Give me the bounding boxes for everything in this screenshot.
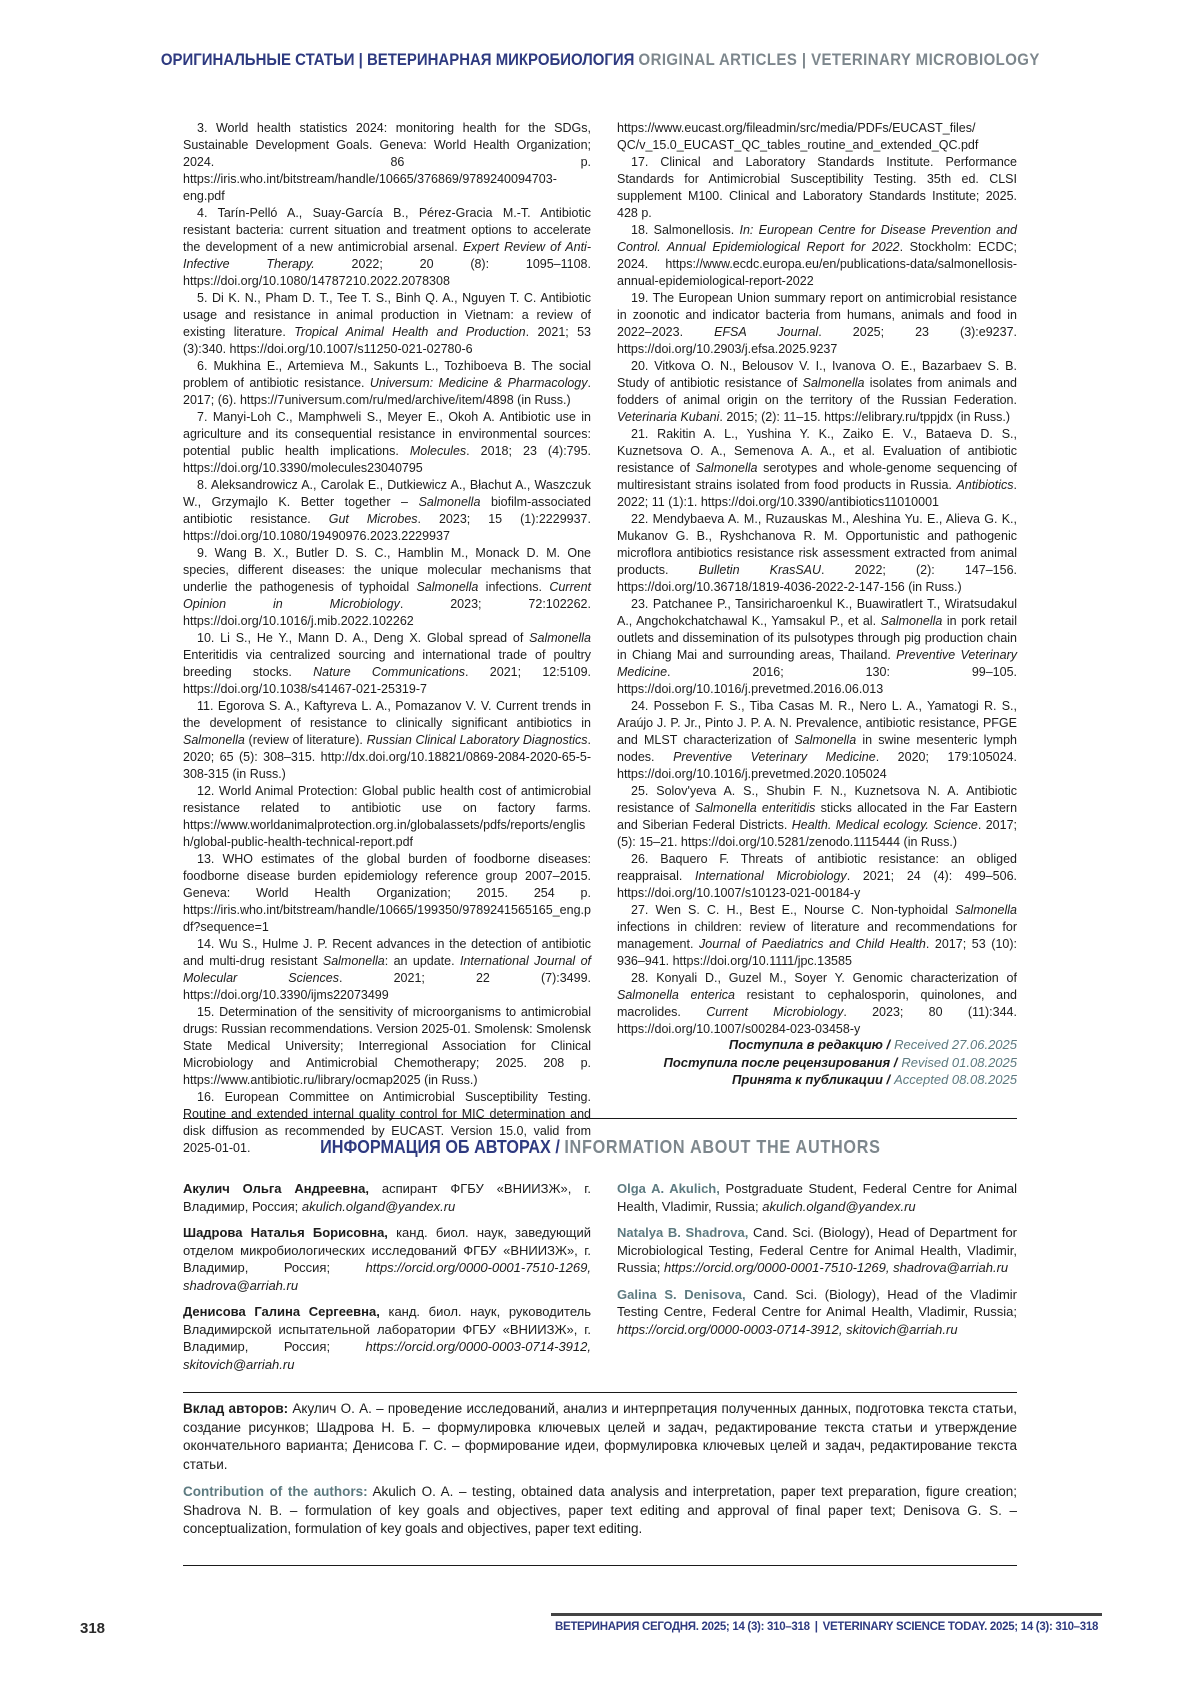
footer-citation-separator: | [814,1621,818,1633]
authors-title-en: INFORMATION ABOUT THE AUTHORS [563,1137,881,1157]
authors-section-title [0,1136,1200,1158]
reference-item: 24. Possebon F. S., Tiba Casas M. R., Nero L. A., Yamatogi R. S., Araújo J. P. Jr., Pinto J. P. A. N. Prevalence, antibiotic resistance, PFGE and MLST characterization of Salmonella in swine mesenteric lymph nodes. Preventive Veterinary Medicine. 2020; 179:105024. https://doi.org/10.1016/j.prevetmed.2020.105024 [617,699,1017,781]
running-head [0,50,1200,70]
received-dates [183,1036,1017,1089]
references-left [183,120,591,1157]
footer-citation-ru: ВЕТЕРИНАРИЯ СЕГОДНЯ. 2025; 14 (3): 310–318 [554,1621,810,1633]
date-accepted-en: Accepted 08.08.2025 [894,1072,1017,1087]
footer-citation-en: VETERINARY SCIENCE TODAY. 2025; 14 (3): 310–318 [822,1621,1099,1633]
contribution-en-text: Akulich O. A. – testing, obtained data analysis and interpretation, paper text preparation, figure creation; Shadrova N. B. – formulation of key goals and objectives, paper text editing and approval of final paper text; Denisova G. S. – conceptualization, formulation of key goals and objectives, paper text editing. [183,1484,1018,1536]
divider-below-contribution [183,1565,1017,1566]
author-details: Cand. Sci. (Biology), Head of Department for Microbiological Testing, Federal Centre for Animal Health, Vladimir, Russia; https://orcid.org/0000-0001-7510-1269, shadrova@arriah.ru [617,1225,1018,1275]
date-accepted [183,1071,1017,1089]
reference-item: 14. Wu S., Hulme J. P. Recent advances in the detection of antibiotic and multi-drug resistant Salmonella: an update. International Journal of Molecular Sciences. 2021; 22 (7):3499. https://doi.org/10.3390/ijms22073499 [183,937,591,1002]
date-received-ru: Поступила в редакцию / [728,1037,891,1052]
reference-item: 5. Di K. N., Pham D. T., Tee T. S., Binh Q. A., Nguyen T. C. Antibiotic usage and resistance in animal production in Vietnam: a review of existing literature. Tropical Animal Health and Production. 2021; 53 (3):340. https://doi.org/10.1007/s11250-021-02780-6 [183,291,592,356]
author-name: Акулич Ольга Андреевна, [183,1181,369,1196]
reference-item: 11. Egorova S. A., Kaftyreva L. A., Pomazanov V. V. Current trends in the development of resistance to clinically significant antibiotics in Salmonella (review of literature). Russian Clinical Laboratory Diagnostics. 2020; 65 (5): 308–315. http://dx.doi.org/10.18821/0869-2084-2020-65-5-308-315 (in Russ.) [183,699,591,781]
reference-item: 17. Clinical and Laboratory Standards Institute. Performance Standards for Antimicrobial Susceptibility Testing. 35th ed. CLSI supplement M100. Clinical and Laboratory Standards Institute; 2025. 428 p. [617,155,1017,220]
reference-item: 21. Rakitin A. L., Yushina Y. K., Zaiko E. V., Bataeva D. S., Kuznetsova O. A., Semenova A. A., et al. Evaluation of antibiotic resistance of Salmonella serotypes and whole-genome sequencing of multiresistant strains isolated from food products in Russia. Antibiotics. 2022; 11 (1):1. https://doi.org/10.3390/antibiotics11010001 [617,427,1017,509]
reference-item: 9. Wang B. X., Butler D. S. C., Hamblin M., Monack D. M. One species, different diseases: the unique molecular mechanisms that underlie the pathogenesis of typhoidal Salmonella infections. Current Opinion in Microbiology. 2023; 72:102262. https://doi.org/10.1016/j.mib.2022.102262 [183,546,591,628]
authors-section-title-text [320,1136,881,1158]
authors-column-en [617,1180,1017,1382]
author-name: Денисова Галина Сергеевна, [183,1304,380,1319]
author-entry-ru-shadrova [183,1224,591,1294]
reference-item: 15. Determination of the sensitivity of microorganisms to antimicrobial drugs: Russian recommendations. Version 2025-01. Smolensk: Smolensk State Medical University; Interregional Association for Clinical Microbiology and Antimicrobial Chemotherapy; 2025. 208 p. https://www.antibiotic.ru/library/ocmap2025 (in Russ.) [183,1005,591,1087]
date-received-en: Received 27.06.2025 [894,1037,1017,1052]
contribution-ru [183,1400,1017,1474]
running-head-text [161,50,1040,70]
author-entry-ru-denisova [183,1303,591,1373]
date-accepted-ru: Принята к публикации / [732,1072,891,1087]
reference-item: 20. Vitkova O. N., Belousov V. I., Ivanova O. E., Bazarbaev S. B. Study of antibiotic resistance of Salmonella isolates from animals and fodders of animal origin on the territory of the Russian Federation. Veterinaria Kubani. 2015; (2): 11–15. https://elibrary.ru/tppjdx (in Russ.) [617,359,1018,424]
author-entry-en-akulich [617,1180,1017,1215]
footer-rule [551,1613,1102,1616]
footer-citation-text [551,1621,1102,1633]
reference-item: 26. Baquero F. Threats of antibiotic resistance: an obliged reappraisal. International Microbiology. 2021; 24 (4): 499–506. https://doi.org/10.1007/s10123-021-00184-y [617,852,1017,900]
running-head-en: ORIGINAL ARTICLES | VETERINARY MICROBIOLOGY [638,50,1040,69]
author-details: аспирант ФГБУ «ВНИИЗЖ», г. Владимир, Россия; akulich.olgand@yandex.ru [183,1181,591,1214]
author-entry-en-denisova [617,1286,1017,1339]
reference-item: 7. Manyi-Loh C., Mamphweli S., Meyer E., Okoh A. Antibiotic use in agriculture and its consequential resistance in environmental sources: potential public health implications. Molecules. 2018; 23 (4):795. https://doi.org/10.3390/molecules23040795 [183,410,592,475]
authors-columns [183,1180,1017,1382]
author-name: Olga A. Akulich, [617,1181,720,1196]
author-name: Natalya B. Shadrova, [617,1225,749,1240]
date-revised-ru: Поступила после рецензирования / [663,1054,898,1070]
authors-column-ru [183,1180,591,1382]
reference-item: 3. World health statistics 2024: monitoring health for the SDGs, Sustainable Development Goals. Geneva: World Health Organization; 2024. 86 p. https://iris.who.int/bitstream/handle/10665/376869/9789240094703-eng.pdf [183,121,591,203]
contribution-ru-label: Вклад авторов: [183,1401,289,1416]
date-received [183,1036,1017,1054]
date-revised [183,1054,1017,1072]
authors-title-ru: ИНФОРМАЦИЯ ОБ АВТОРАХ / [319,1137,564,1157]
reference-item: 28. Konyali D., Guzel M., Soyer Y. Genomic characterization of Salmonella enterica resistant to cephalosporin, quinolones, and macrolides. Current Microbiology. 2023; 80 (11):344. https://doi.org/10.1007/s00284-023-03458-y [617,971,1017,1036]
reference-item: 27. Wen S. C. H., Best E., Nourse C. Non-typhoidal Salmonella infections in children: review of literature and recommendations for management. Journal of Paediatrics and Child Health. 2017; 53 (10): 936–941. https://doi.org/10.1111/jpc.13585 [617,903,1017,968]
reference-item: 12. World Animal Protection: Global public health cost of antimicrobial resistance related to antibiotic use on factory farms. https://www.worldanimalprotection.org.in/globalassets/pdfs/reports/english/global-public-health-technical-report.pdf [183,784,591,849]
author-entry-en-shadrova [617,1224,1017,1277]
running-head-ru: ОРИГИНАЛЬНЫЕ СТАТЬИ | ВЕТЕРИНАРНАЯ МИКРОБИОЛОГИЯ [160,50,639,69]
reference-item: 4. Tarín-Pelló A., Suay-García B., Pérez-Gracia M.-T. Antibiotic resistant bacteria: current situation and treatment options to accelerate the development of a new antimicrobial arsenal. Expert Review of Anti-Infective Therapy. 2022; 20 (8): 1095–1108. https://doi.org/10.1080/14787210.2022.2078308 [183,206,591,288]
author-details: Cand. Sci. (Biology), Head of the Vladimir Testing Centre, Federal Centre for Animal Health, Vladimir, Russia; https://orcid.org/0000-0003-0714-3912, skitovich@arriah.ru [617,1286,1017,1337]
author-details: канд. биол. наук, заведующий отделом микробиологических исследований ФГБУ «ВНИИЗЖ», г. Владимир, Россия; https://orcid.org/0000-0001-7510-1269, shadrova@arriah.ru [183,1225,591,1293]
reference-item: 8. Aleksandrowicz A., Carolak E., Dutkiewicz A., Błachut A., Waszczuk W., Grzymajlo K. Better together – Salmonella biofilm-associated antibiotic resistance. Gut Microbes. 2023; 15 (1):2229937. https://doi.org/10.1080/19490976.2023.2229937 [183,478,591,543]
contribution-en [183,1483,1017,1539]
contribution-ru-text: Акулич О. А. – проведение исследований, анализ и интерпретация полученных данных, подготовка текста статьи, создание рисунков; Шадрова Н. Б. – формулировка ключевых целей и задач, редактирование текста статьи и утверждение окончательного варианта; Денисова Г. С. – формирование идеи, формулировка ключевых целей и задач, редактирование текста статьи. [183,1401,1018,1472]
reference-item: 13. WHO estimates of the global burden of foodborne diseases: foodborne disease burden epidemiology reference group 2007–2015. Geneva: World Health Organization; 2015. 254 p. https://iris.who.int/bitstream/handle/10665/199350/9789241565165_eng.pdf?sequence=1 [183,852,591,934]
reference-item: 16. European Committee on Antimicrobial Susceptibility Testing. Routine and extended internal quality control for MIC determination and disk diffusion as recommended by EUCAST. Version 15.0, valid from 2025-01-01. [183,1090,591,1155]
reference-item: 10. Li S., He Y., Mann D. A., Deng X. Global spread of Salmonella Enteritidis via centralized sourcing and international trade of poultry breeding stocks. Nature Communications. 2021; 12:5109. https://doi.org/10.1038/s41467-021-25319-7 [183,631,592,696]
references-section [183,120,1017,1157]
author-details: канд. биол. наук, руководитель Владимирской испытательной лаборатории ФГБУ «ВНИИЗЖ», г. Владимир, Россия; https://orcid.org/0000-0003-0714-3912, skitovich@arriah.ru [183,1304,591,1372]
author-entry-ru-akulich [183,1180,591,1215]
contribution-section [183,1400,1017,1548]
reference-item: 22. Mendybaeva A. M., Ruzauskas M., Aleshina Yu. E., Alieva G. K., Mukanov G. B., Ryshchanova R. M. Opportunistic and pathogenic microflora antibiotics resistance risk assessment extracted from animal products. Bulletin KrasSAU. 2022; (2): 147–156. https://doi.org/10.36718/1819-4036-2022-2-147-156 (in Russ.) [617,512,1018,594]
footer-citation [551,1613,1102,1633]
divider-above-authors [183,1118,1017,1119]
references-right [617,120,1017,1157]
divider-above-contribution [183,1392,1017,1393]
date-revised-en: Revised 01.08.2025 [901,1054,1017,1070]
reference-item: https://www.eucast.org/fileadmin/src/media/PDFs/EUCAST_files/ QC/v_15.0_EUCAST_QC_tables_routine_and_extended_QC.pdf [617,121,979,152]
reference-item: 18. Salmonellosis. In: European Centre for Disease Prevention and Control. Annual Epidemiological Report for 2022. Stockholm: ECDC; 2024. https://www.ecdc.europa.eu/en/publications-data/salmonellosis-annual-epidemiological-report-2022 [617,223,1017,288]
reference-item: 25. Solov'yeva A. S., Shubin F. N., Kuznetsova N. A. Antibiotic resistance of Salmonella enteritidis sticks allocated in the Far Eastern and Siberian Federal Districts. Health. Medical ecology. Science. 2017; (5): 15–21. https://doi.org/10.5281/zenodo.1115444 (in Russ.) [617,784,1018,849]
reference-item: 6. Mukhina E., Artemieva M., Sakunts L., Tozhiboeva B. The social problem of antibiotic resistance. Universum: Medicine & Pharmacology. 2017; (6). https://7universum.com/ru/med/archive/item/4898 (in Russ.) [183,359,591,407]
author-name: Шадрова Наталья Борисовна, [183,1225,388,1240]
reference-item: 23. Patchanee P., Tansiricharoenkul K., Buawiratlert T., Wiratsudakul A., Angchokchatchawal K., Yamsakul P., et al. Salmonella in pork retail outlets and dissemination of its pulsotypes through pig production chain in Chiang Mai and surrounding areas, Thailand. Preventive Veterinary Medicine. 2016; 130: 99–105. https://doi.org/10.1016/j.prevetmed.2016.06.013 [617,597,1017,696]
author-details: Postgraduate Student, Federal Centre for Animal Health, Vladimir, Russia; akulich.olgand@yandex.ru [617,1181,1017,1214]
page-number: 318 [80,1620,106,1637]
author-name: Galina S. Denisova, [617,1286,746,1302]
contribution-en-label: Contribution of the authors: [183,1484,368,1499]
reference-item: 19. The European Union summary report on antimicrobial resistance in zoonotic and indicator bacteria from humans, animals and food in 2022–2023. EFSA Journal. 2025; 23 (3):e9237. https://doi.org/10.2903/j.efsa.2025.9237 [617,291,1018,356]
